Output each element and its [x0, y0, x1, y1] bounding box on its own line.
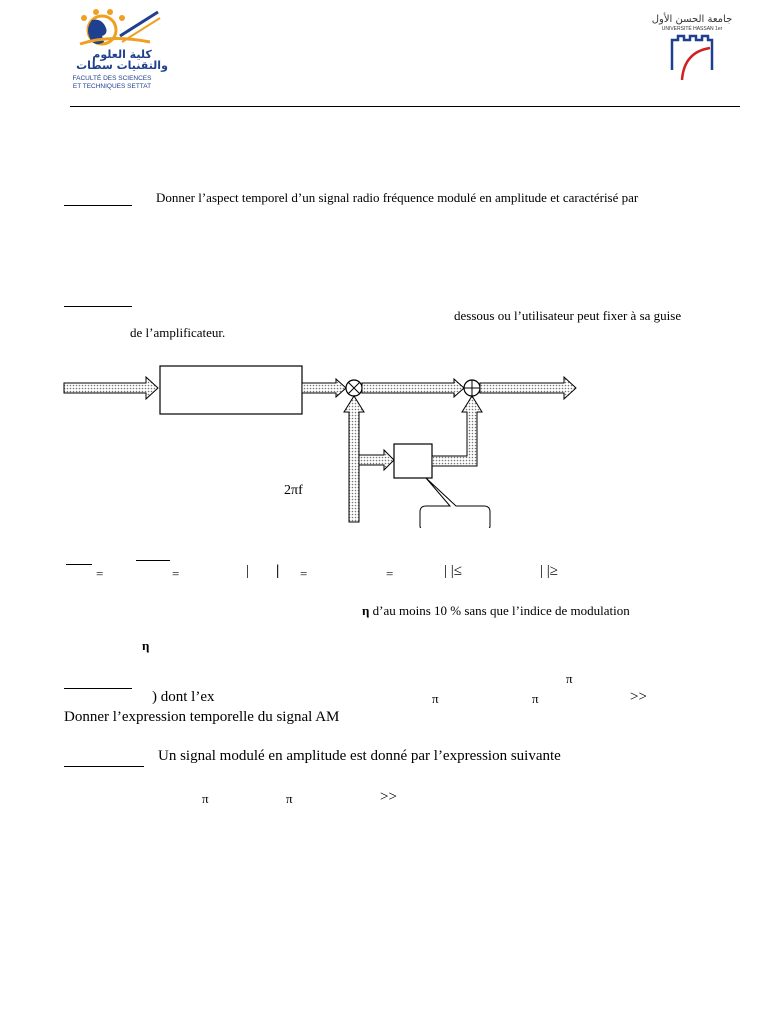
q3-pi-2: π: [532, 691, 539, 706]
q4-gg: >>: [380, 789, 397, 805]
fraction-bar-2: [136, 560, 170, 561]
formula-eq-1: =: [96, 566, 104, 581]
question-2-line-1: dessous ou l’utilisateur peut fixer à sa guise: [454, 308, 682, 323]
branch-arrow: [359, 450, 394, 470]
eta-symbol-alone: η: [142, 638, 150, 653]
exercise-underline-2: [64, 306, 132, 307]
label-2pif: 2πf: [284, 483, 303, 498]
q4-pi-2: π: [286, 791, 293, 806]
eta-line: [362, 603, 630, 619]
formula-eq-4: =: [386, 566, 394, 581]
arrow-to-adder-up: [432, 396, 482, 466]
question-4-text: Un signal modulé en amplitude est donné par l’expression suivante: [158, 748, 561, 764]
formula-le: | |≤: [444, 563, 462, 579]
faculty-logo-latin-1: FACULTÉ DES SCIENCES: [72, 75, 152, 82]
formula-eq-3: =: [300, 566, 308, 581]
q3-part-1: ) dont l’ex: [152, 689, 215, 705]
formula-bar-1: |: [246, 563, 250, 579]
formula-ge: | |≥: [540, 563, 558, 579]
question-2-line-2: de l’amplificateur.: [130, 325, 226, 340]
arrow-to-adder: [362, 379, 464, 397]
exercise-underline-3: [64, 688, 132, 689]
question-1-text: Donner l’aspect temporel d’un signal radio fréquence modulé en amplitude et caractérisé par: [156, 190, 639, 205]
q3-gg: >>: [630, 689, 647, 705]
q4-pi-1: π: [202, 791, 209, 806]
eta-line-text: d’au moins 10 % sans que l’indice de modulation: [369, 603, 630, 618]
eta-symbol: η: [362, 603, 370, 618]
arrow-to-multiplier: [302, 379, 346, 397]
university-logo-arabic: جامعة الحسن الأول: [651, 14, 733, 25]
formula-bar-2: |: [276, 563, 280, 579]
input-arrow: [64, 377, 158, 399]
university-logo-icon: [650, 10, 734, 86]
q3-pi-top: π: [566, 671, 573, 686]
faculty-logo-latin-2: ET TECHNIQUES SETTAT: [72, 83, 152, 90]
faculty-logo-icon: [62, 8, 168, 92]
header-divider: [70, 106, 740, 107]
faculty-logo-arabic-2: والتقنيات سطات: [76, 59, 168, 72]
amplifier-block: [160, 366, 302, 414]
callout-bubble: [420, 478, 490, 528]
fraction-bar-1: [66, 564, 92, 565]
block-diagram: [60, 360, 590, 528]
exercise-underline-1: [64, 205, 132, 206]
university-logo-latin: UNIVERSITÉ HASSAN 1er: [661, 26, 723, 32]
output-arrow: [480, 377, 576, 399]
exercise-underline-4: [64, 766, 144, 767]
formula-eq-2: =: [172, 566, 180, 581]
q3-pi-1: π: [432, 691, 439, 706]
faculty-logo-arabic-1: كلية العلوم: [92, 48, 152, 61]
gain-block: [394, 444, 432, 478]
q3-line-2: Donner l’expression temporelle du signal AM: [64, 709, 340, 725]
